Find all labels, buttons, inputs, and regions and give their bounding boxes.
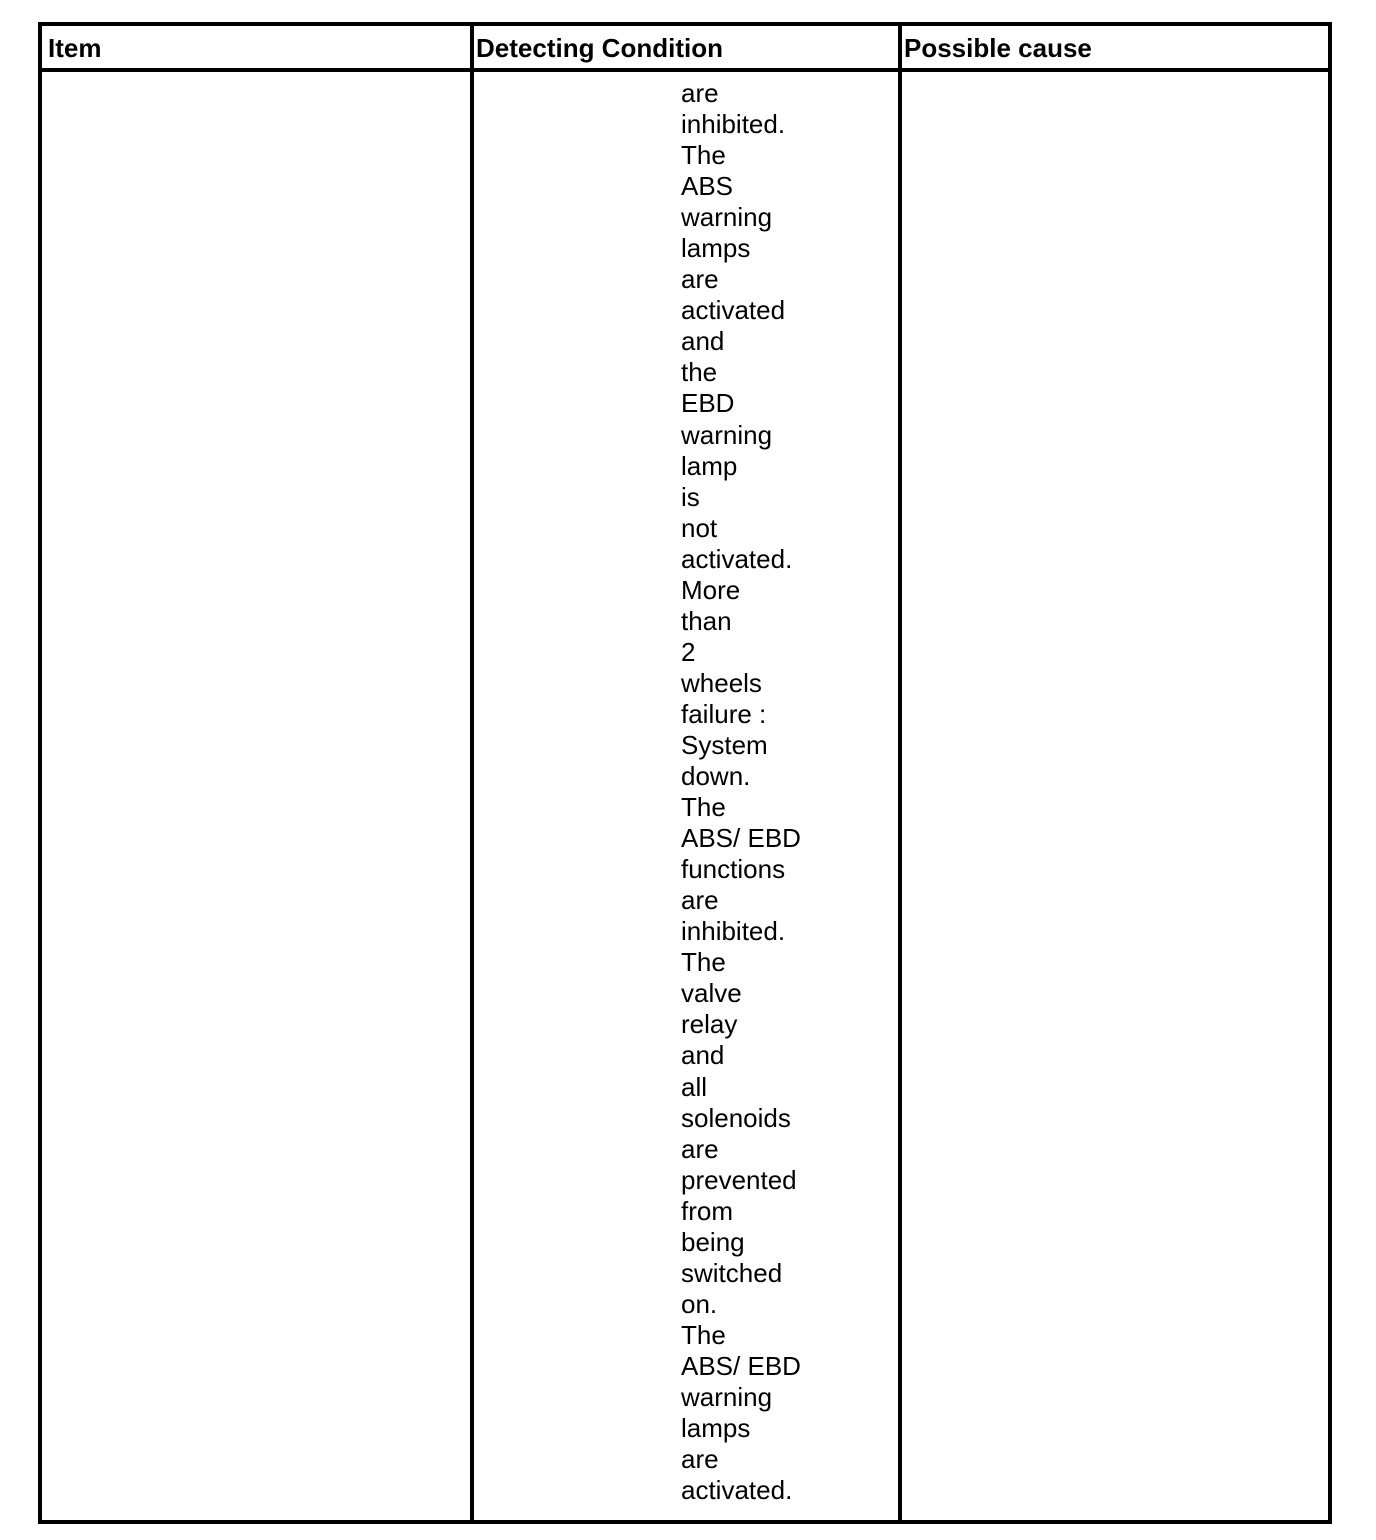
condition-line: activated. (681, 543, 793, 574)
condition-line: being (681, 1226, 745, 1257)
condition-line: wheels (681, 667, 762, 698)
condition-line: EBD (681, 388, 735, 419)
condition-line: the (681, 357, 718, 388)
condition-line: ABS/ EBD (681, 1350, 801, 1381)
header-possible-cause: Possible cause (904, 33, 1092, 63)
detecting-condition-cell (681, 78, 801, 1506)
column-divider-1 (470, 26, 474, 1520)
condition-line: inhibited. (681, 109, 786, 140)
condition-line: functions (681, 854, 786, 885)
header-divider (42, 68, 1328, 72)
condition-line: from (681, 1195, 733, 1226)
condition-line: ABS/ EBD (681, 823, 801, 854)
header-item: Item (48, 33, 102, 63)
condition-line: The (681, 947, 726, 978)
condition-line: all (681, 1071, 708, 1102)
condition-line: not (681, 512, 718, 543)
condition-line: More (681, 574, 741, 605)
condition-line: lamps (681, 1413, 751, 1444)
condition-line: solenoids (681, 1102, 791, 1133)
header-detecting-condition: Detecting Condition (476, 33, 723, 63)
condition-line: lamps (681, 233, 751, 264)
condition-line: ABS (681, 171, 734, 202)
condition-line: warning (681, 1381, 773, 1412)
condition-line: The (681, 792, 726, 823)
condition-line: lamp (681, 450, 738, 481)
condition-line: on. (681, 1288, 718, 1319)
condition-line: 2 (681, 636, 696, 667)
condition-line: relay (681, 1009, 738, 1040)
condition-line: and (681, 1040, 725, 1071)
condition-line: are (681, 1444, 719, 1475)
condition-line: activated. (681, 1475, 793, 1506)
condition-line: is (681, 481, 700, 512)
condition-line: failure : (681, 698, 767, 729)
condition-line: are (681, 1133, 719, 1164)
condition-line: are (681, 264, 719, 295)
diagnostic-table (38, 22, 1332, 1524)
condition-line: warning (681, 202, 773, 233)
condition-line: prevented (681, 1164, 797, 1195)
condition-line: inhibited. (681, 916, 786, 947)
condition-line: are (681, 885, 719, 916)
condition-line: The (681, 1319, 726, 1350)
condition-line: warning (681, 419, 773, 450)
condition-line: activated (681, 295, 786, 326)
condition-line: down. (681, 761, 751, 792)
condition-line: than (681, 605, 732, 636)
condition-line: switched (681, 1257, 783, 1288)
condition-line: System (681, 729, 768, 760)
condition-line: and (681, 326, 725, 357)
condition-line: valve (681, 978, 742, 1009)
column-divider-2 (898, 26, 902, 1520)
condition-line: are (681, 78, 719, 108)
condition-line: The (681, 140, 726, 171)
